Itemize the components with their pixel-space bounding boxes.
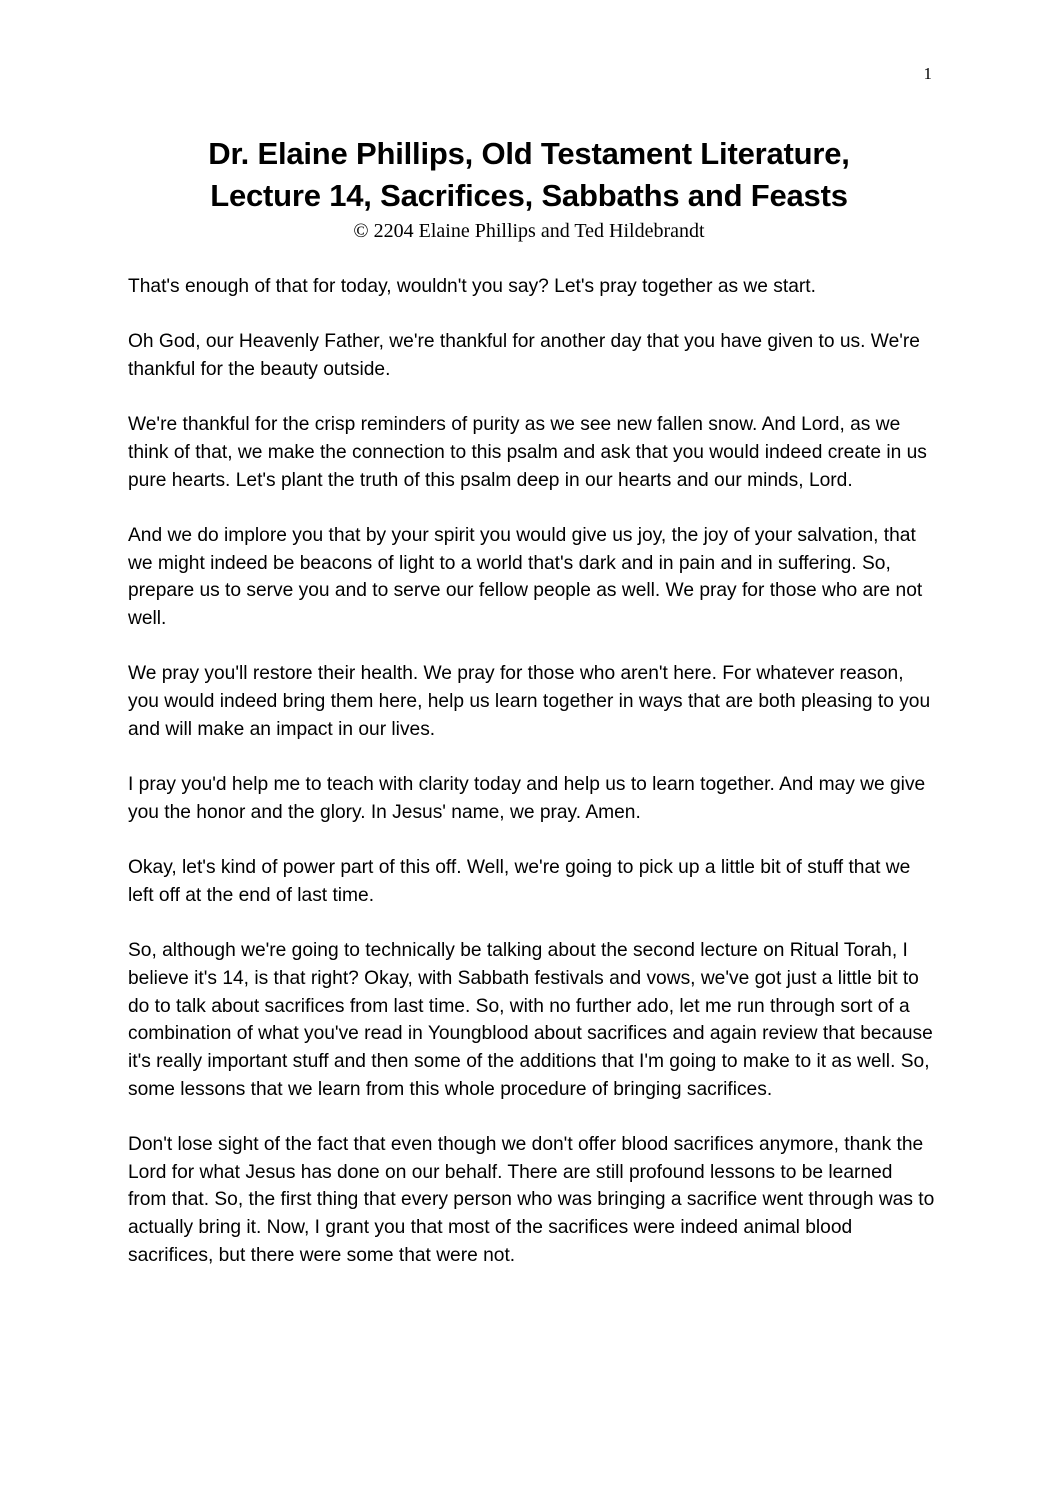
paragraph: Okay, let's kind of power part of this off. Well, we're going to pick up a little bit of stuff that we left off at the end of last time. [128,857,911,906]
paragraph: So, although we're going to technically be talking about the second lecture on Ritual Torah, I believe it's 14, is that right? Okay, with Sabbath festivals and vows, we've got just a little bit to do to talk about sacrifices from last time. So, with no further ado, let me run through sort of a combination of what you've read in Youngblood about sacrifices and again review that because it's really important stuff and then some of the additions that I'm going to make to it as well. So, some lessons that we learn from this whole procedure of bringing sacrifices. [128,940,933,1100]
paragraph: Don't lose sight of the fact that even though we don't offer blood sacrifices anymore, thank the Lord for what Jesus has done on our behalf. There are still profound lessons to be learned from that. So, the first thing that every person who was bringing a sacrifice went through was to actually bring it. Now, I grant you that most of the sacrifices were indeed animal blood sacrifices, but there were some that were not. [128,1133,935,1266]
copyright-notice: © 2204 Elaine Phillips and Ted Hildebrandt [353,220,705,242]
document-title-line-1: Dr. Elaine Phillips, Old Testament Literature, [208,136,850,171]
paragraph: Oh God, our Heavenly Father, we're thankful for another day that you have given to us. We're thankful for the beauty outside. [128,331,920,380]
paragraph: And we do implore you that by your spirit you would give us joy, the joy of your salvation, that we might indeed be beacons of light to a world that's dark and in pain and in suffering. So, prepare us to serve you and to serve our fellow people as well. We pray for those who are not well. [128,525,923,630]
paragraph: I pray you'd help me to teach with clarity today and help us to learn together. And may we give you the honor and the glory. In Jesus' name, we pray. Amen. [128,774,926,823]
paragraph: We pray you'll restore their health. We pray for those who aren't here. For whatever reason, you would indeed bring them here, help us learn together in ways that are both pleasing to you and will make an impact in our lives. [128,663,931,740]
paragraph: We're thankful for the crisp reminders of purity as we see new fallen snow. And Lord, as we think of that, we make the connection to this psalm and ask that you would indeed create in us pure hearts. Let's plant the truth of this psalm deep in our hearts and our minds, Lord. [128,414,927,491]
document-body [128,273,936,1297]
document-header [0,133,1058,243]
paragraph: That's enough of that for today, wouldn't you say? Let's pray together as we start. [128,276,816,297]
page-number: 1 [923,64,932,83]
document-title-line-2: Lecture 14, Sacrifices, Sabbaths and Feasts [210,178,848,213]
